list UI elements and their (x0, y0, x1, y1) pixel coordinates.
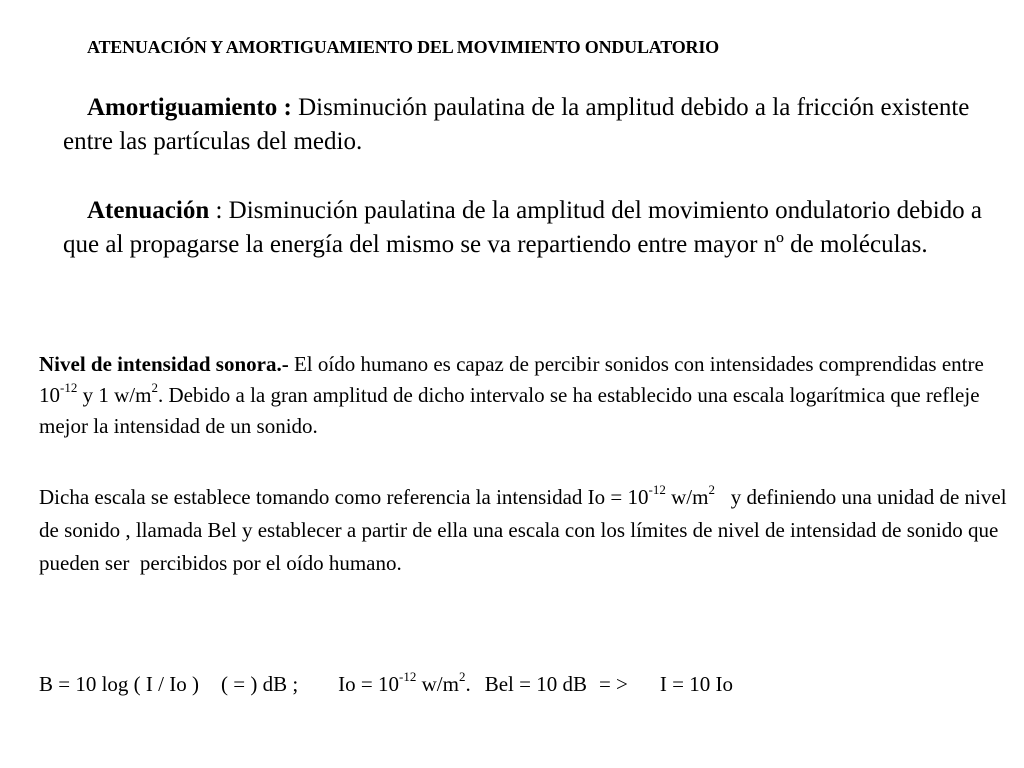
definition-atenuacion (63, 194, 1008, 262)
exponent: 2 (151, 380, 158, 395)
exponent: 2 (708, 482, 715, 497)
page-title: ATENUACIÓN Y AMORTIGUAMIENTO DEL MOVIMIENTO ONDULATORIO (87, 37, 719, 57)
definition-amortiguamiento (63, 91, 1008, 159)
paragraph-escala (39, 481, 1012, 580)
paragraph-text: y definiendo una unidad de nivel de sonido , llamada Bel y establecer a partir de ella una escala con los límites de nivel de intensidad de sonido que pueden ser percibidos por el oído humano. (39, 485, 1012, 575)
formula-unit: ( = ) dB ; (221, 672, 299, 696)
paragraph-text: Dicha escala se establece tomando como referencia la intensidad Io = 10 (39, 485, 649, 509)
paragraph-text: y 1 w/m (77, 383, 152, 407)
formula-implies: = > (598, 672, 628, 696)
formula-line (39, 669, 1009, 700)
paragraph-text: El oído humano es capaz de percibir sonidos con intensidades comprendidas entre 10 (39, 352, 984, 407)
formula-reference-intensity: Io = 10 (338, 672, 400, 696)
formula-unit: w/m (416, 672, 459, 696)
term-atenuacion: Atenuación (87, 197, 210, 224)
formula-bel-definition: B = 10 log ( I / Io ) (39, 672, 199, 696)
paragraph-text: . Debido a la gran amplitud de dicho intervalo se ha establecido una escala logarítmica que refleje mejor la intensidad de un sonido. (39, 383, 980, 438)
paragraph-text: w/m (665, 485, 709, 509)
exponent: 2 (458, 669, 466, 684)
exponent: -12 (60, 380, 78, 395)
term-nivel-intensidad: Nivel de intensidad sonora.- (39, 352, 289, 376)
definition-text: : Disminución paulatina de la amplitud del movimiento ondulatorio debido a que al propagarse la energía del mismo se va repartiendo entre mayor nº de moléculas. (63, 197, 983, 258)
exponent: -12 (399, 669, 417, 684)
paragraph-nivel-intensidad (39, 349, 1009, 442)
exponent: -12 (648, 482, 666, 497)
formula-period: . (465, 672, 471, 696)
formula-bel-decibel: Bel = 10 dB (484, 672, 587, 696)
formula-result: I = 10 Io (659, 672, 733, 696)
term-amortiguamiento: Amortiguamiento : (87, 94, 292, 121)
definition-text: Disminución paulatina de la amplitud debido a la fricción existente entre las partículas del medio. (63, 94, 970, 155)
